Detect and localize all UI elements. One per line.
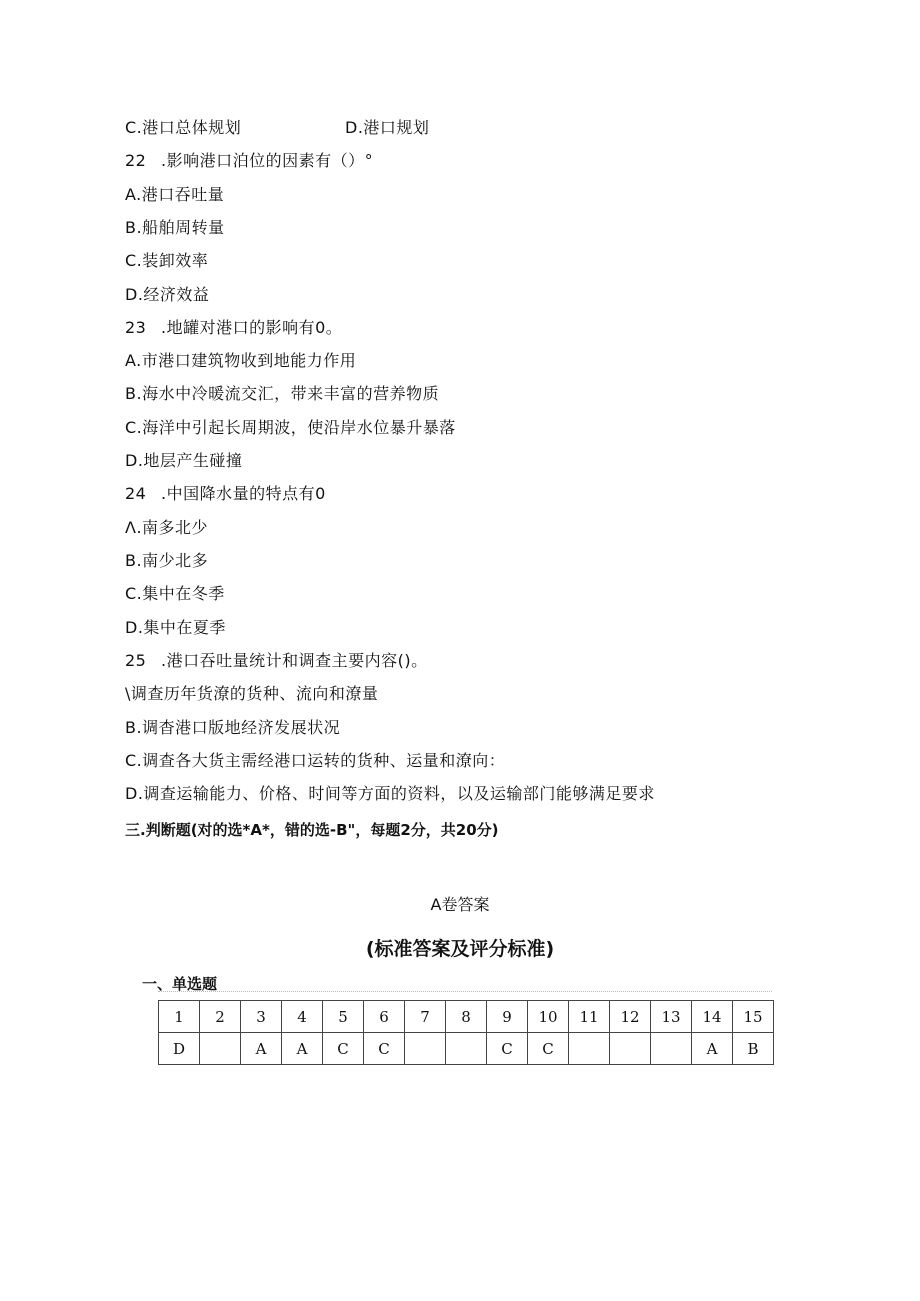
answer-cell	[200, 1033, 241, 1065]
question-25-option-c: C.调查各大货主需经港口运转的货种、运量和潦向：	[125, 751, 506, 770]
section-1-label: 一、单选题	[142, 975, 218, 993]
question-22-option-d: D.经济效益	[125, 285, 210, 304]
question-number-cell: 5	[323, 1001, 364, 1033]
question-23-option-c: C.海洋中引起长周期波，使沿岸水位暴升暴落	[125, 418, 456, 437]
question-23-option-a: A.市港口建筑物收到地能力作用	[125, 351, 357, 370]
question-24-option-c: C.集中在冬季	[125, 584, 225, 603]
question-number-cell: 13	[651, 1001, 692, 1033]
answer-cell: C	[487, 1033, 528, 1065]
question-number-cell: 15	[733, 1001, 774, 1033]
question-text: .影响港口泊位的因素有（）°	[161, 151, 374, 170]
question-number: 22	[125, 151, 147, 170]
question-24-option-a: Λ.南多北少	[125, 518, 209, 537]
question-number: 24	[125, 484, 147, 503]
answer-title: A卷答案	[430, 895, 490, 914]
question-number-cell: 7	[405, 1001, 446, 1033]
answer-cell: A	[241, 1033, 282, 1065]
answer-cell	[651, 1033, 692, 1065]
question-25-option-a: \调查历年货潦的货种、流向和潦量	[125, 684, 379, 703]
question-25	[125, 651, 428, 671]
question-22-option-c: C.装卸效率	[125, 251, 209, 270]
section-3-heading: 三.判断题(对的选*A*，错的选-B"，每题2分，共20分)	[125, 821, 499, 839]
answer-cell: A	[282, 1033, 323, 1065]
question-22-option-b: B.船舶周转量	[125, 218, 225, 237]
answer-cell: A	[692, 1033, 733, 1065]
question-number-cell: 14	[692, 1001, 733, 1033]
question-text: .港口吞吐量统计和调查主要内容()。	[161, 651, 428, 670]
answer-cell: B	[733, 1033, 774, 1065]
answer-row	[159, 1033, 774, 1065]
question-number-row	[159, 1001, 774, 1033]
question-number-cell: 4	[282, 1001, 323, 1033]
question-number-cell: 6	[364, 1001, 405, 1033]
answer-cell: C	[528, 1033, 569, 1065]
standard-answer-title: (标准答案及评分标准)	[365, 938, 555, 960]
question-23-option-d: D.地层产生碰撞	[125, 451, 243, 470]
question-number-cell: 12	[610, 1001, 651, 1033]
question-text: .地罐对港口的影响有0。	[161, 318, 343, 337]
answer-cell: C	[364, 1033, 405, 1065]
question-number-cell: 8	[446, 1001, 487, 1033]
question-number: 25	[125, 651, 147, 670]
question-25-option-d: D.调查运输能力、价格、时间等方面的资料，以及运输部门能够满足要求	[125, 784, 655, 803]
question-number-cell: 3	[241, 1001, 282, 1033]
option-d: D.港口规划	[345, 118, 430, 137]
answer-table	[158, 1000, 774, 1065]
option-c: C.港口总体规划	[125, 118, 242, 137]
answer-cell	[405, 1033, 446, 1065]
answer-cell	[569, 1033, 610, 1065]
question-23	[125, 318, 342, 338]
answer-cell	[446, 1033, 487, 1065]
answer-cell: C	[323, 1033, 364, 1065]
question-21-options-cd	[125, 118, 430, 138]
answer-cell	[610, 1033, 651, 1065]
question-number-cell: 10	[528, 1001, 569, 1033]
question-22	[125, 151, 373, 171]
question-number: 23	[125, 318, 147, 337]
question-25-option-b: B.调杳港口版地经济发展状况	[125, 718, 341, 737]
question-number-cell: 11	[569, 1001, 610, 1033]
question-23-option-b: B.海水中冷暖流交汇，带来丰富的营养物质	[125, 384, 440, 403]
question-22-option-a: A.港口吞吐量	[125, 185, 225, 204]
divider	[158, 991, 772, 992]
question-number-cell: 1	[159, 1001, 200, 1033]
question-24	[125, 484, 326, 504]
question-24-option-d: D.集中在夏季	[125, 618, 226, 637]
question-24-option-b: B.南少北多	[125, 551, 209, 570]
question-text: .中国降水量的特点有0	[161, 484, 326, 503]
answer-cell: D	[159, 1033, 200, 1065]
question-number-cell: 9	[487, 1001, 528, 1033]
question-number-cell: 2	[200, 1001, 241, 1033]
